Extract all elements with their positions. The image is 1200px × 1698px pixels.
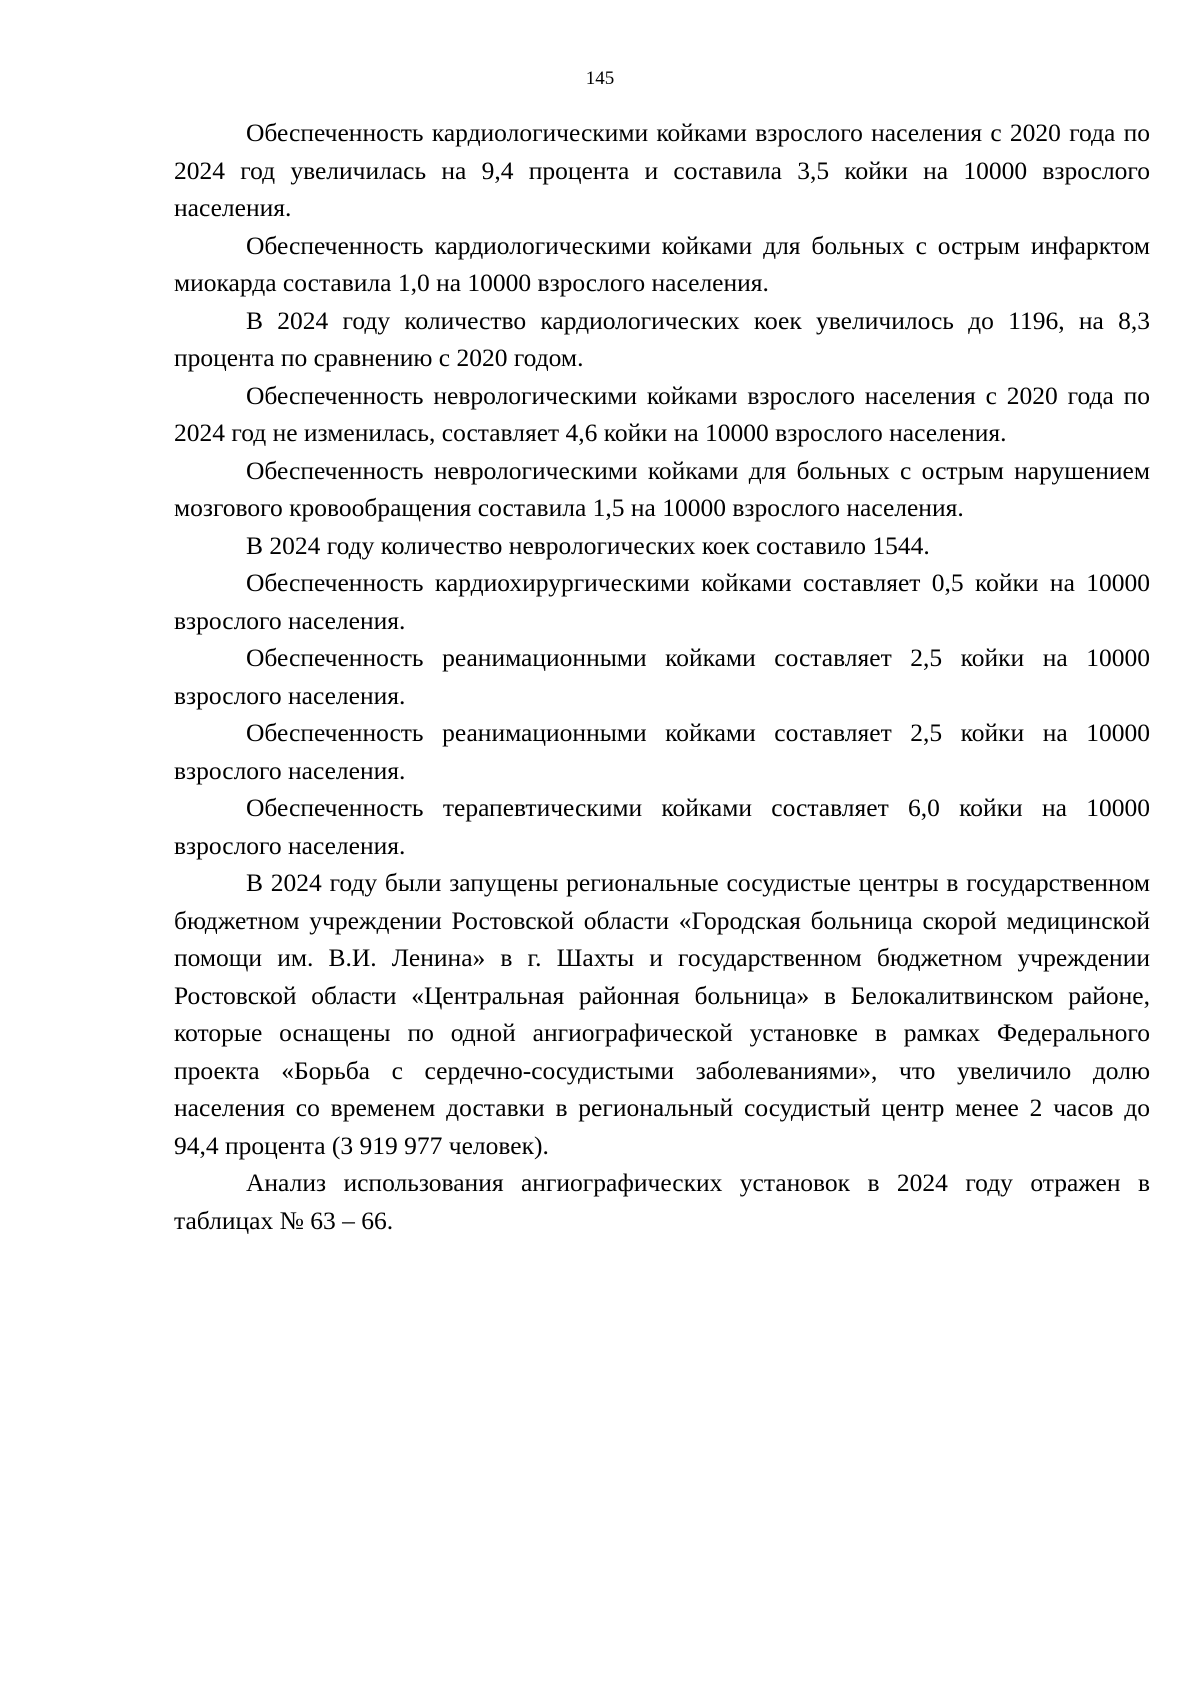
paragraph-therapy-beds: Обеспеченность терапевтическими койками составляет 6,0 койки на 10000 взрослого населения. xyxy=(174,793,1150,860)
paragraph-neurology-beds-supply: Обеспеченность неврологическими койками взрослого населения с 2020 года по 2024 год не изменилась, составляет 4,6 койки на 10000 взрослого населения. xyxy=(174,380,1150,447)
paragraph-cardiac-surgery-beds: Обеспеченность кардиохирургическими койками составляет 0,5 койки на 10000 взрослого населения. xyxy=(174,568,1150,635)
paragraph-stroke-beds: Обеспеченность неврологическими койками для больных с острым нарушением мозгового кровообращения составила 1,5 на 10000 взрослого населения. xyxy=(174,455,1150,522)
page-number: 145 xyxy=(585,68,615,89)
paragraph-cardiology-beds-count: В 2024 году количество кардиологических коек увеличилось до 1196, на 8,3 процента по сравнению с 2020 годом. xyxy=(174,305,1150,372)
paragraph-vascular-centers: В 2024 году были запущены региональные сосудистые центры в государственном бюджетном учреждении Ростовской области «Городская больница скорой медицинской помощи им. В.И. Ленина» в г. Шахты и государственном бюджетном учреждении Ростовской области «Центральная районная больница» в Белокалитвинском районе, которые оснащены по одной ангиографической установке в рамках Федерального проекта «Борьба с сердечно-сосудистыми заболеваниями», что увеличило долю населения со временем доставки в региональный сосудистый центр менее 2 часов до 94,4 процента (3 919 977 человек). xyxy=(174,868,1150,1160)
paragraph-angiography-analysis: Анализ использования ангиографических установок в 2024 году отражен в таблицах № 63 – 66. xyxy=(174,1168,1150,1235)
paragraph-icu-beds-repeat: Обеспеченность реанимационными койками составляет 2,5 койки на 10000 взрослого населения. xyxy=(174,718,1150,785)
paragraph-myocardial-infarction-beds: Обеспеченность кардиологическими койками для больных с острым инфарктом миокарда составила 1,0 на 10000 взрослого населения. xyxy=(174,230,1150,297)
paragraph-cardiology-beds-supply: Обеспеченность кардиологическими койками взрослого населения с 2020 года по 2024 год увеличилась на 9,4 процента и составила 3,5 койки на 10000 взрослого населения. xyxy=(174,118,1150,222)
document-body xyxy=(174,114,1150,1239)
paragraph-icu-beds: Обеспеченность реанимационными койками составляет 2,5 койки на 10000 взрослого населения. xyxy=(174,643,1150,710)
paragraph-neurology-beds-count: В 2024 году количество неврологических коек составило 1544. xyxy=(246,530,930,560)
